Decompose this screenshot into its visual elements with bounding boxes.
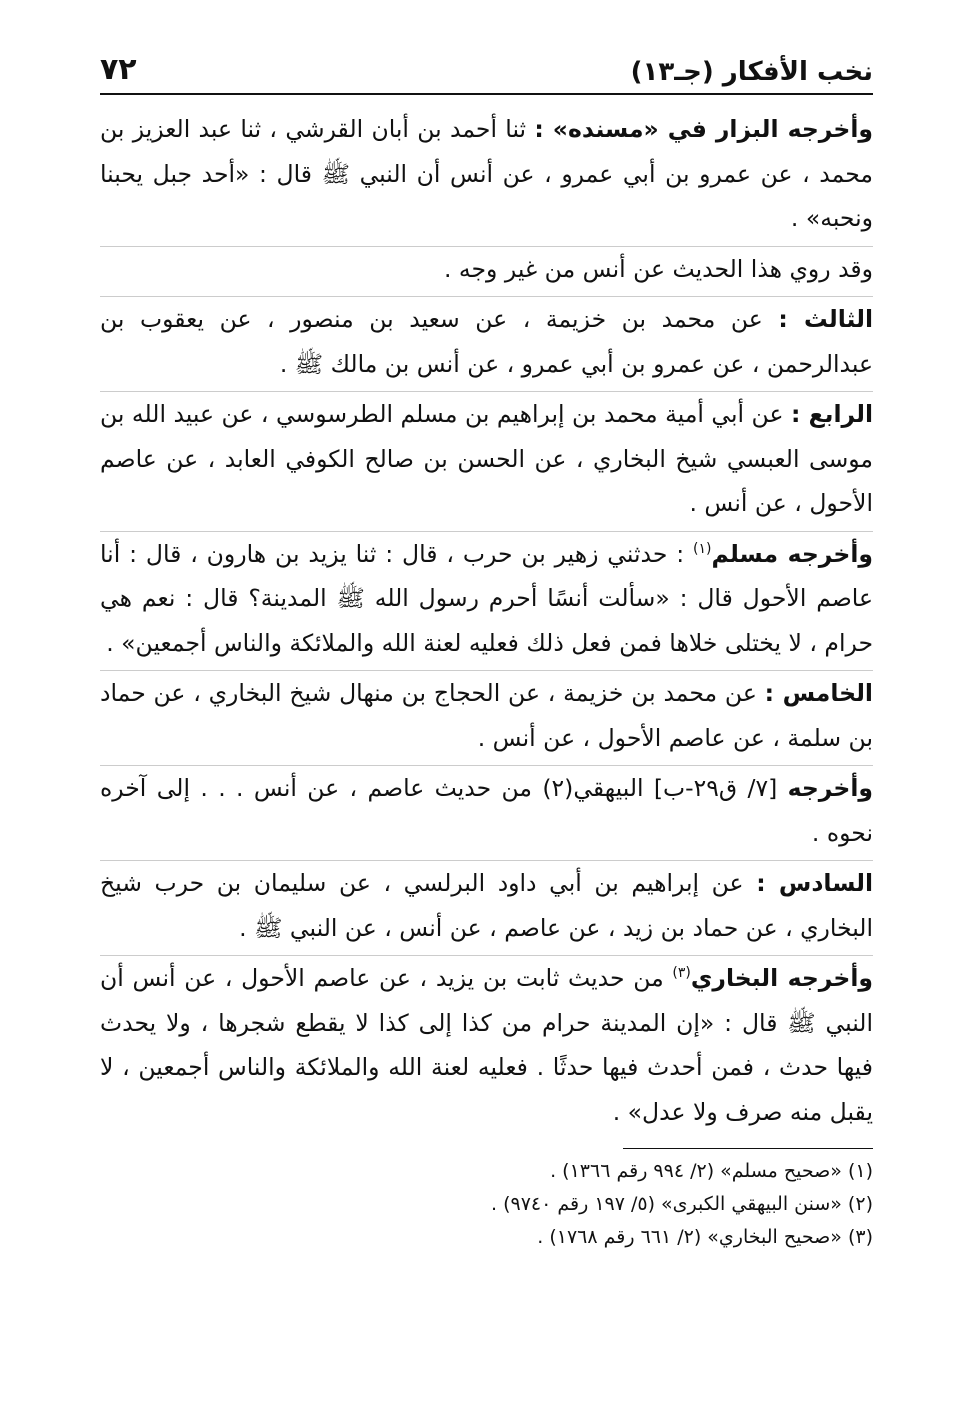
page-number: ٧٢ [100, 52, 137, 87]
paragraph-text: [٧/ ق٢٩-ب] البيهقي(٢) من حديث عاصم ، عن أنس . . . إلى آخره نحوه . [100, 774, 873, 847]
paragraph-lead: وأخرجه مسلم [711, 539, 873, 568]
running-header [100, 52, 873, 95]
footnote-ref: (١) [693, 540, 712, 557]
paragraph-lead: وأخرجه البخاري [690, 964, 874, 992]
paragraph [100, 532, 873, 666]
paragraph-text: عن أبي أمية محمد بن إبراهيم بن مسلم الطرسوسي ، عن عبيد الله بن موسى العبسي شيخ البخاري ، عن الحسن بن صالح الكوفي العابد ، عن عاصم الأحول ، عن أنس . [100, 400, 873, 517]
paragraph [100, 861, 873, 950]
paragraph-lead: السادس : [756, 869, 873, 897]
footnote: (٢) «سنن البيهقي الكبرى» (٥/ ١٩٧ رقم ٩٧٤٠) . [491, 1193, 873, 1215]
footnote-ref: (٣) [672, 965, 691, 982]
paragraph-text: وقد روي هذا الحديث عن أنس من غير وجه . [443, 254, 873, 283]
paragraph-lead: وأخرجه البزار في «مسنده» : [534, 115, 873, 143]
paragraph-lead: الثالث : [778, 305, 874, 333]
paragraph-text: عن محمد بن خزيمة ، عن سعيد بن منصور ، عن يعقوب بن عبدالرحمن ، عن عمرو بن أبي عمرو ، عن أنس بن مالك ﷺ . [100, 305, 873, 378]
paragraph-text: : حدثني زهير بن حرب ، قال : ثنا يزيد بن هارون ، قال : أنا عاصم الأحول قال : «سألت أنسًا أحرم رسول الله ﷺ المدينة؟ قال : نعم هي حرام ، لا يختلى خلاها فمن فعل ذلك فعليه لعنة الله والملائكة والناس أجمعين» . [100, 539, 873, 657]
paragraph [100, 956, 873, 1134]
paragraph [100, 392, 873, 526]
book-page [100, 52, 873, 1254]
page-body [100, 107, 873, 1134]
paragraph-lead: الرابع : [790, 400, 873, 428]
running-title: نخب الأفكار (جـ١٣) [630, 57, 873, 87]
paragraph [100, 107, 873, 241]
footnote: (١) «صحيح مسلم» (٢/ ٩٩٤ رقم ١٣٦٦) . [550, 1160, 873, 1182]
paragraph [100, 297, 873, 386]
footnotes-section [491, 1148, 873, 1254]
paragraph-lead: الخامس : [764, 679, 873, 707]
paragraph [100, 766, 873, 855]
paragraph-lead: وأخرجه [787, 774, 874, 802]
paragraph-text: من حديث ثابت بن يزيد ، عن عاصم الأحول ، عن أنس أن النبي ﷺ قال : «إن المدينة حرام من كذا إلى كذا لا يقطع شجرها ، ولا يحدث فيها حدث ، فمن أحدث فيها حدثًا . فعليه لعنة الله والملائكة والناس أجمعين ، لا يقبل منه صرف ولا عدل» . [100, 964, 873, 1126]
paragraph-text: عن محمد بن خزيمة ، عن الحجاج بن منهال شيخ البخاري ، عن حماد بن سلمة ، عن عاصم الأحول ، عن أنس . [100, 679, 873, 752]
paragraph [100, 671, 873, 760]
footnote: (٣) «صحيح البخاري» (٢/ ٦٦١ رقم ١٧٦٨) . [537, 1226, 873, 1248]
paragraph [100, 247, 873, 292]
paragraph-text: عن إبراهيم بن أبي داود البرلسي ، عن سليمان بن حرب شيخ البخاري ، عن حماد بن زيد ، عن عاصم ، عن أنس ، عن النبي ﷺ . [100, 869, 873, 942]
paragraph-text: ثنا أحمد بن أبان القرشي ، ثنا عبد العزيز بن محمد ، عن عمرو بن أبي عمرو ، عن أنس أن النبي ﷺ قال : «أحد جبل يحبنا ونحبه» . [100, 115, 873, 232]
